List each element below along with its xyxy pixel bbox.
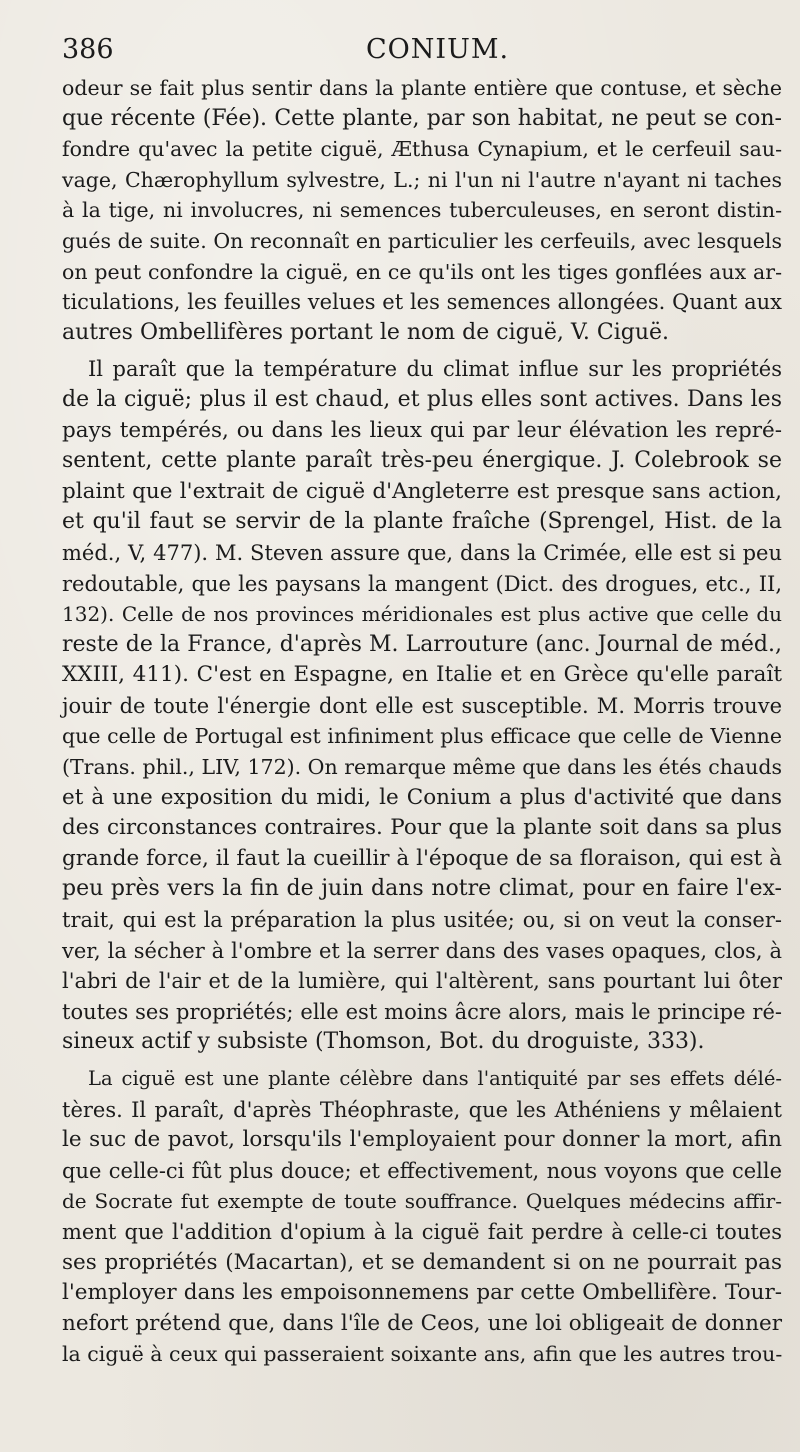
text-line: XXIII, 411). C'est en Espagne, en Italie et en Grèce qu'elle paraît [62,662,782,688]
text-line: que celle-ci fût plus douce; et effectivement, nous voyons que celle [62,1158,782,1183]
text-line: reste de la France, d'après M. Larrouture (anc. Journal de méd., [62,631,782,657]
text-line: ment que l'addition d'opium à la ciguë fait perdre à celle-ci toutes [62,1219,782,1244]
text-line: méd., V, 477). M. Steven assure que, dans la Crimée, elle est si peu [62,540,782,565]
text-line: des circonstances contraires. Pour que la plante soit dans sa plus [62,815,782,841]
text-line: Il paraît que la température du climat influe sur les propriétés [88,357,782,382]
text-line: la ciguë à ceux qui passeraient soixante ans, afin que les autres trou- [62,1342,783,1367]
text-line: le suc de pavot, lorsqu'ils l'employaient pour donner la mort, afin [62,1127,782,1153]
text-line: à la tige, ni involucres, ni semences tuberculeuses, en seront distin- [62,198,782,223]
text-line: odeur se fait plus sentir dans la plante entière que contuse, et sèche [62,76,782,100]
text-line: 132). Celle de nos provinces méridionales est plus active que celle du [62,602,782,627]
text-line: autres Ombellifères portant le nom de ciguë, V. Ciguë. [62,319,670,345]
text-line: tères. Il paraît, d'après Théophraste, que les Athéniens y mêlaient [62,1097,782,1122]
text-line: que récente (Fée). Cette plante, par son habitat, ne peut se con- [62,105,782,131]
text-line: peu près vers la fin de juin dans notre climat, pour en faire l'ex- [62,876,782,902]
paragraph [62,73,782,348]
text-line: et à une exposition du midi, le Conium a plus d'activité que dans [62,784,782,810]
text-line: de Socrate fut exempte de toute souffrance. Quelques médecins affir- [62,1189,782,1214]
text-line: nefort prétend que, dans l'île de Ceos, une loi obligeait de donner [62,1310,782,1336]
text-line: pays tempérés, ou dans les lieux qui par leur élévation les repré- [62,417,782,443]
page-header [62,30,782,70]
text-line: que celle de Portugal est infiniment plus efficace que celle de Vienne [62,724,782,749]
text-line: sentent, cette plante paraît très-peu énergique. J. Colebrook se [62,448,782,474]
paragraph [62,1064,782,1370]
text-line: de la ciguë; plus il est chaud, et plus elles sont actives. Dans les [62,386,782,412]
text-line: vage, Chærophyllum sylvestre, L.; ni l'un ni l'autre n'ayant ni taches [62,167,782,192]
text-line: on peut confondre la ciguë, en ce qu'ils ont les tiges gonflées aux ar- [62,259,782,284]
text-line: l'abri de l'air et de la lumière, qui l'altèrent, sans pourtant lui ôter [62,969,782,994]
text-line: ver, la sécher à l'ombre et la serrer dans des vases opaques, clos, à [62,938,782,963]
text-line: l'employer dans les empoisonnemens par cette Ombellifère. Tour- [62,1280,782,1306]
text-line: (Trans. phil., LIV, 172). On remarque même que dans les étés chauds [62,755,782,780]
text-line: plaint que l'extrait de ciguë d'Angleterre est presque sans action, [62,478,782,504]
text-line: redoutable, que les paysans la mangent (Dict. des drogues, etc., II, [62,571,782,596]
running-title: CONIUM. [366,34,510,65]
text-line: toutes ses propriétés; elle est moins âcre alors, mais le principe ré- [62,999,782,1024]
text-line: fondre qu'avec la petite ciguë, Æthusa Cynapium, et le cerfeuil sau- [62,137,782,162]
text-line: grande force, il faut la cueillir à l'époque de sa floraison, qui est à [62,845,782,871]
text-line: sineux actif y subsiste (Thomson, Bot. du droguiste, 333). [62,1029,705,1055]
text-line: gués de suite. On reconnaît en particulier les cerfeuils, avec lesquels [62,228,782,253]
paragraph [62,354,782,1058]
text-line: ticulations, les feuilles velues et les semences allongées. Quant aux [62,290,782,315]
body-text [62,73,782,1370]
text-line: La ciguë est une plante célèbre dans l'antiquité par ses effets délé- [88,1067,782,1090]
text-line: trait, qui est la préparation la plus usitée; ou, si on veut la conser- [62,908,782,933]
text-line: ses propriétés (Macartan), et se demandent si on ne pourrait pas [62,1249,782,1275]
text-line: jouir de toute l'énergie dont elle est susceptible. M. Morris trouve [62,693,782,718]
page-number: 386 [62,34,114,65]
text-line: et qu'il faut se servir de la plante fraîche (Sprengel, Hist. de la [62,509,782,535]
